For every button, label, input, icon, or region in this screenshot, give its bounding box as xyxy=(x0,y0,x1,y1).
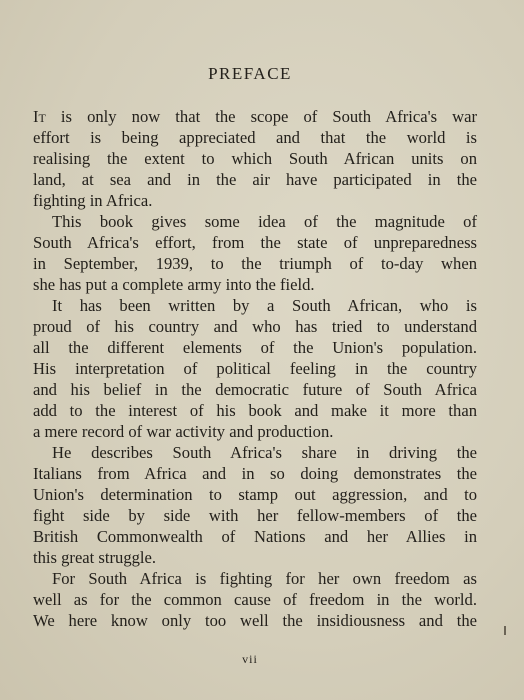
text-line-19: Union's determination to stamp out aggression, and to xyxy=(33,485,477,504)
text-line-25: We here know only too well the insidiousness and the xyxy=(33,611,477,630)
text-line-13: His interpretation of political feeling in the country xyxy=(33,359,477,378)
text-line-4: land, at sea and in the air have participated in the xyxy=(33,170,477,189)
text-line-3: realising the extent to which South African units on xyxy=(33,149,477,168)
text-line-2: effort is being appreciated and that the world is xyxy=(33,128,477,147)
text-line-17: He describes South Africa's share in driving the xyxy=(52,443,477,462)
text-line-7: South Africa's effort, from the state of unpreparedness xyxy=(33,233,477,252)
text-line-10: It has been written by a South African, who is xyxy=(52,296,477,315)
text-line-21: British Commonwealth of Nations and her Allies in xyxy=(33,527,477,546)
page-number: vii xyxy=(242,652,258,666)
text-line-14: and his belief in the democratic future of South Africa xyxy=(33,380,477,399)
page-heading: PREFACE xyxy=(208,64,292,83)
text-line-18: Italians from Africa and in so doing demonstrates the xyxy=(33,464,477,483)
text-line-6: This book gives some idea of the magnitude of xyxy=(52,212,477,231)
text-line-24: well as for the common cause of freedom in the world. xyxy=(33,590,477,609)
text-line-15: add to the interest of his book and make it more than xyxy=(33,401,477,420)
text-line-12: all the different elements of the Union's population. xyxy=(33,338,477,357)
text-line-22: this great struggle. xyxy=(33,548,157,567)
text-line-23: For South Africa is fighting for her own freedom as xyxy=(52,569,477,588)
text-line-1: It is only now that the scope of South Africa's war xyxy=(33,107,477,126)
text-line-16: a mere record of war activity and production. xyxy=(33,422,334,441)
text-line-11: proud of his country and who has tried to understand xyxy=(33,317,477,336)
text-line-8: in September, 1939, to the triumph of to-day when xyxy=(33,254,477,273)
paper-mark xyxy=(504,626,506,635)
text-line-5: fighting in Africa. xyxy=(33,191,153,210)
text-line-20: fight side by side with her fellow-members of the xyxy=(33,506,477,525)
text-line-9: she has put a complete army into the field. xyxy=(33,275,315,294)
